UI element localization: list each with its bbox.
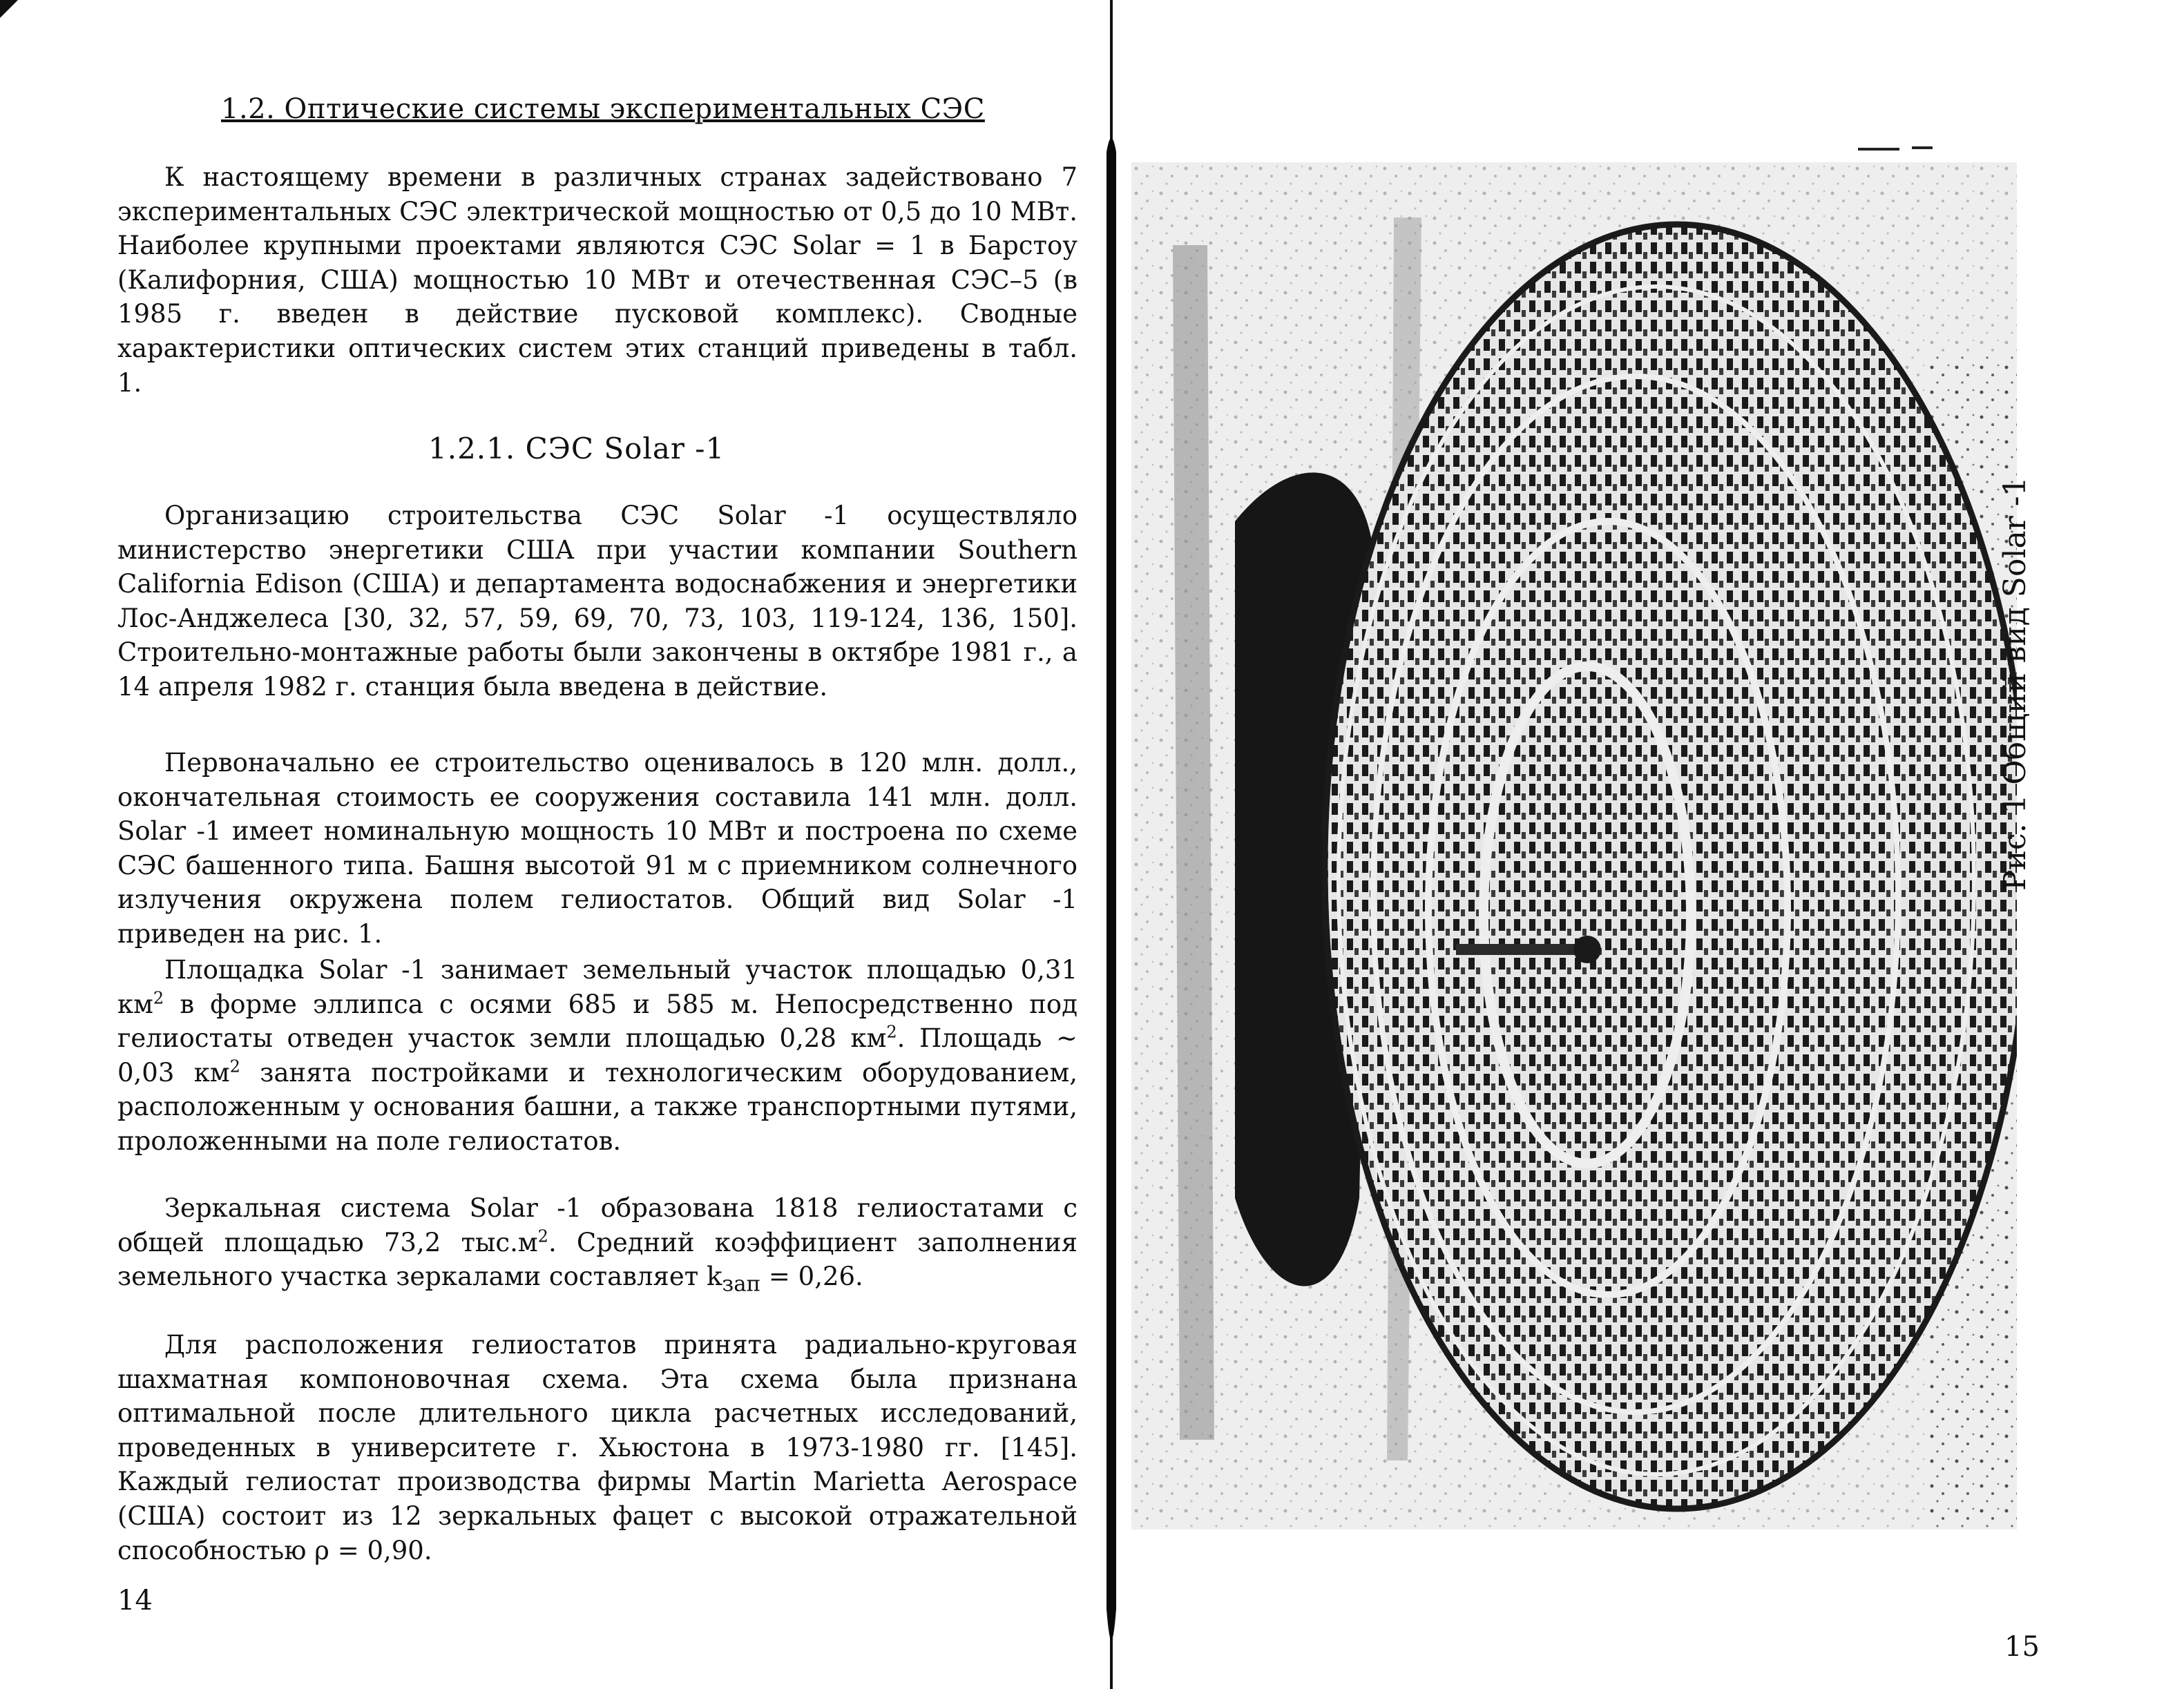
paragraph-mirror-text-b: . Средний коэффициент заполнения земельного участка зеркалами составляет k [117,1227,1077,1292]
scan-corner-mark [0,0,18,18]
subscript-zap: зап [722,1271,761,1297]
paragraph-layout-scheme: Для расположения гелиостатов принята радиально-круговая шахматная компоновочная схема. Эта схема была признана оптимальной после длительного цикла расчетных исследований, проведенных в университете г. Хьюстона в 1973-1980 гг. [145]. Каждый гелиостат производства фирмы Martin Marietta Aerospace (США) состоит из 12 зеркальных фацет с высокой отражательной способностью ρ = 0,90. [117,1330,1077,1565]
scan-dash-mark [1858,148,1899,151]
page-number-right: 15 [2004,1631,2040,1663]
paragraph-cost: Первоначально ее строительство оценивалось в 120 млн. долл., окончательная стоимость ее сооружения составила 141 млн. долл. Solar -1 имеет номинальную мощность 10 МВт и построена по схеме СЭС башенного типа. Башня высотой 91 м с приемником солнечного излучения окружена полем гелиостатов. Общий вид Solar -1 приведен на рис. 1. [117,748,1077,949]
paragraph-site-area-text-a: Площадка Solar -1 занимает земельный участок площадью 0,31 км [117,955,1077,1019]
paragraph-mirror-system [117,1191,1077,1302]
book-spine [1102,0,1120,1689]
paragraph-mirror-text-a: Зеркальная система Solar -1 образована 1818 гелиостатами с общей площадью 73,2 тыс.м [117,1193,1077,1257]
paragraph-site-area-text-b: в форме эллипса с осями 685 и 585 м. Непосредственно под гелиостаты отведен участок земли площадью 0,28 км [117,989,1077,1054]
page-number-left: 14 [117,1585,153,1616]
superscript-2: 2 [537,1226,548,1246]
paragraph-mirror-text-c: = 0,26. [760,1262,863,1292]
section-heading: 1.2. Оптические системы экспериментальных СЭС [221,93,985,125]
superscript-2: 2 [229,1056,240,1077]
scan-dash-mark [1912,146,1933,149]
paragraph-site-area-text-d: занята постройками и технологическим оборудованием, расположенным у основания башни, а также транспортными путями, проложенными на поле гелиостатов. [117,1057,1077,1156]
intro-paragraph: К настоящему времени в различных странах задействовано 7 экспериментальных СЭС электрической мощностью от 0,5 до 10 МВт. Наиболее крупными проектами являются СЭС Solar = 1 в Барстоу (Калифорния, США) мощностью 10 МВт и отечественная СЭС–5 (в 1985 г. введен в действие пусковой комплекс). Сводные характеристики оптических систем этих станций приведены в табл. 1. [117,162,1077,398]
left-page [117,83,1084,1637]
figure-caption: Рис. 1 Общий вид Solar -1 [1998,476,2033,891]
superscript-2: 2 [153,988,164,1008]
paragraph-site-area-text-c: . Площадь ~ 0,03 км [117,1023,1078,1088]
superscript-2: 2 [886,1022,897,1042]
paragraph-organization: Организацию строительства СЭС Solar -1 осуществляло министерство энергетики США при участии компании Southern California Edison (США) и департамента водоснабжения и энергетики Лос-Анджелеса [30, 32, 57, 59, 69, 70, 73, 103, 119-124, 136, 150]. Строительно-монтажные работы были закончены в октябре 1981 г., а 14 апреля 1982 г. станция была введена в действие. [117,501,1077,702]
subsection-heading: 1.2.1. СЭС Solar -1 [428,432,725,465]
paragraph-site-area [117,953,1077,1159]
right-page [1126,0,2184,1689]
solar-plant-photo [1131,162,2017,1529]
